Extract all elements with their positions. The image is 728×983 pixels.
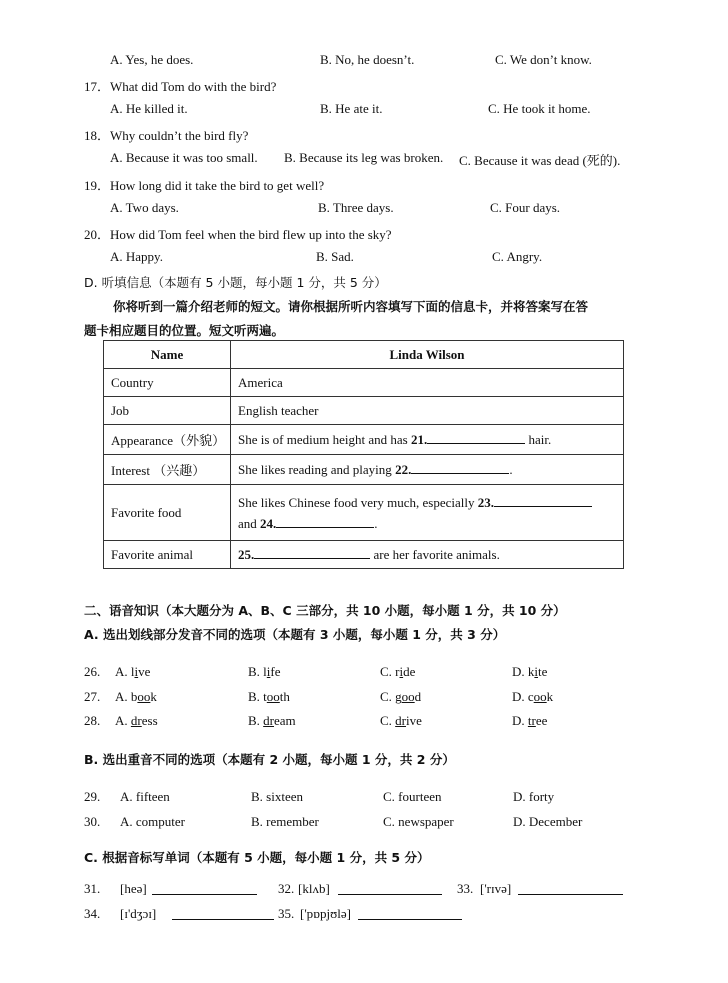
q28-option-b: B. dream [248, 713, 296, 728]
q16-option-b: B. No, he doesn’t. [320, 52, 415, 67]
table-row-interest [104, 455, 624, 485]
food-text: She likes Chinese food very much, especially [238, 494, 478, 510]
blank-22[interactable] [411, 461, 509, 474]
part2-title: 二、语音知识（本大题分为 A、B、C 三部分，共 10 小题，每小题 1 分，共 10 分） [84, 603, 566, 618]
q18-option-a: A. Because it was too small. [110, 150, 258, 165]
table-row-country [104, 369, 624, 397]
country-value: America [231, 369, 624, 397]
table-head-value: Linda Wilson [231, 341, 624, 369]
q32-number: 32. [278, 881, 295, 896]
food-value [231, 485, 624, 541]
q27-number: 27. [84, 689, 101, 704]
part2-a-title [84, 625, 505, 643]
appearance-text-end: hair. [525, 432, 552, 447]
q19-option-a: A. Two days. [110, 200, 179, 215]
q35-number: 35. [278, 906, 295, 921]
q17-stem: 17．What did Tom do with the bird? [84, 79, 277, 94]
blank-25[interactable] [254, 546, 370, 559]
blank-21[interactable] [427, 431, 525, 444]
q32-phonetic: [klʌb] [298, 881, 330, 896]
q18-option-b: B. Because its leg was broken. [284, 150, 444, 165]
part2-a-title-text: A. 选出划线部分发音不同的选项（本题有 3 小题，每小题 1 分，共 3 分） [84, 627, 506, 642]
q27-option-c: C. good [380, 689, 422, 704]
section-d-instruction-line1: 你将听到一篇介绍老师的短文。请你根据所听内容填写下面的信息卡，并将答案写在答 [113, 299, 589, 314]
appearance-label: Appearance（外貌） [104, 425, 231, 455]
q33-number: 33. [457, 881, 474, 896]
appearance-value [231, 425, 624, 455]
section-d-instruction-line2: 题卡相应题目的位置。短文听两遍。 [84, 323, 285, 338]
q31-answer-blank[interactable] [152, 882, 257, 895]
blank-23-number: 23. [477, 494, 494, 510]
food-text-end: . [374, 515, 378, 531]
q30-number: 30. [84, 814, 101, 829]
food-label: Favorite food [104, 485, 231, 541]
q32-answer-blank[interactable] [338, 882, 442, 895]
job-label: Job [104, 397, 231, 425]
q16-option-c: C. We don’t know. [495, 52, 592, 67]
blank-25-number: 25. [238, 547, 255, 562]
q20-option-c: C. Angry. [492, 249, 543, 264]
part2-b-title: B. 选出重音不同的选项（本题有 2 小题，每小题 1 分，共 2 分） [84, 752, 455, 767]
q26-number: 26. [84, 664, 101, 679]
q29-option-a: A. fifteen [120, 789, 170, 804]
q26-option-d: D. kite [512, 664, 548, 679]
q27-option-d: D. cook [512, 689, 554, 704]
q34-answer-blank[interactable] [172, 907, 274, 920]
q34-phonetic: [ɪ'dʒɔɪ] [120, 906, 157, 921]
q33-phonetic: ['rɪvə] [480, 881, 512, 896]
info-card-table [103, 340, 624, 569]
q17-option-b: B. He ate it. [320, 101, 383, 116]
interest-text-end: . [509, 462, 513, 477]
q30-option-b: B. remember [251, 814, 319, 829]
blank-22-number: 22. [395, 462, 412, 477]
q16-option-a: A. Yes, he does. [110, 52, 194, 67]
q30-option-d: D. December [513, 814, 583, 829]
q29-option-d: D. forty [513, 789, 555, 804]
q27-option-a: A. book [115, 689, 157, 704]
blank-24[interactable] [276, 515, 374, 528]
appearance-text: She is of medium height and has [238, 432, 411, 447]
animal-label: Favorite animal [104, 541, 231, 569]
q19-option-c: C. Four days. [490, 200, 561, 215]
q35-phonetic: ['pɒpjʊlə] [300, 906, 351, 921]
q17-option-c: C. He took it home. [488, 101, 591, 116]
q17-option-a: A. He killed it. [110, 101, 188, 116]
q33-answer-blank[interactable] [518, 882, 623, 895]
q20-stem: 20．How did Tom feel when the bird flew up into the sky? [84, 227, 392, 242]
section-d-title: D. 听填信息（本题有 5 小题，每小题 1 分，共 5 分） [84, 275, 387, 290]
q28-option-c: C. drive [380, 713, 422, 728]
q28-option-d: D. tree [512, 713, 548, 728]
q20-option-a: A. Happy. [110, 249, 163, 264]
blank-24-number: 24. [260, 515, 277, 531]
animal-text: are her favorite animals. [370, 547, 500, 562]
q19-option-b: B. Three days. [318, 200, 394, 215]
table-row-favorite-animal [104, 541, 624, 569]
blank-23[interactable] [494, 494, 592, 507]
interest-text: She likes reading and playing [238, 462, 396, 477]
q28-number: 28. [84, 713, 101, 728]
q29-option-b: B. sixteen [251, 789, 303, 804]
table-row-favorite-food [104, 485, 624, 541]
q31-phonetic: [heə] [120, 881, 147, 896]
table-row-appearance [104, 425, 624, 455]
q18-option-c: C. Because it was dead (死的). [459, 153, 621, 168]
animal-value [231, 541, 624, 569]
food-and: and [238, 515, 261, 531]
table-head-name: Name [104, 341, 231, 369]
blank-21-number: 21. [410, 432, 428, 447]
interest-value [231, 455, 624, 485]
q29-number: 29. [84, 789, 101, 804]
q18-stem: 18．Why couldn’t the bird fly? [84, 128, 249, 143]
table-row-job [104, 397, 624, 425]
q26-option-c: C. ride [380, 664, 416, 679]
q19-stem: 19．How long did it take the bird to get well? [84, 178, 325, 193]
interest-label: Interest （兴趣） [104, 455, 231, 485]
q27-option-b: B. tooth [248, 689, 290, 704]
q30-option-a: A. computer [120, 814, 185, 829]
q26-option-a: A. live [115, 664, 151, 679]
table-header-row [104, 341, 624, 369]
q34-number: 34. [84, 906, 101, 921]
q28-option-a: A. dress [115, 713, 158, 728]
q30-option-c: C. newspaper [383, 814, 454, 829]
q31-number: 31. [84, 881, 101, 896]
country-label: Country [104, 369, 231, 397]
q29-option-c: C. fourteen [383, 789, 442, 804]
part2-c-title: C. 根据音标写单词（本题有 5 小题，每小题 1 分，共 5 分） [84, 850, 430, 865]
q20-option-b: B. Sad. [316, 249, 354, 264]
q35-answer-blank[interactable] [358, 907, 462, 920]
q26-option-b: B. life [248, 664, 281, 679]
job-value: English teacher [231, 397, 624, 425]
